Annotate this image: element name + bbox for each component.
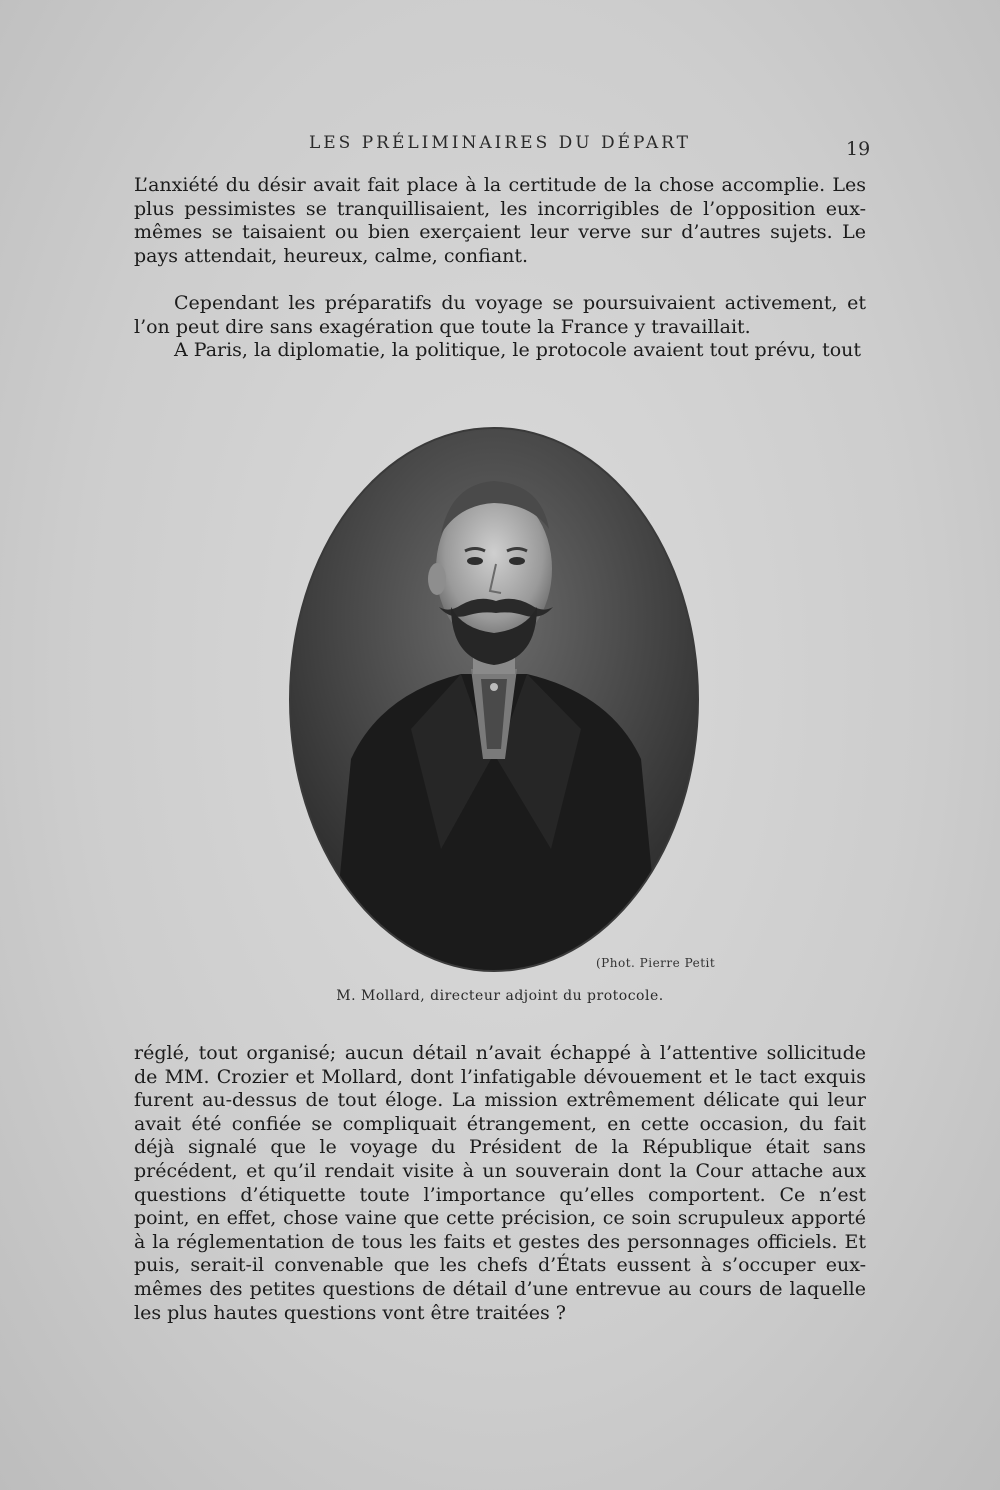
paragraph-3: A Paris, la diplomatie, la politique, le protocole avaient tout prévu, tout xyxy=(174,339,862,362)
paragraph-1: L’anxiété du désir avait fait place à la certitude de la chose accomplie. Les plus pessimistes se tranquillisaient, les incorrigibles de l’opposition eux-mêmes se taisaient ou bien exerçaient leur verve sur d’autres sujets. Le pays attendait, heureux, calme, confiant. xyxy=(134,174,866,267)
text-block-bottom xyxy=(134,1042,866,1325)
text-block-middle xyxy=(134,292,866,363)
photo-credit: (Phot. Pierre Petit xyxy=(596,956,716,970)
portrait-illustration xyxy=(291,429,697,970)
page-number: 19 xyxy=(846,138,871,160)
running-title: LES PRÉLIMINAIRES DU DÉPART xyxy=(308,133,692,153)
paragraph-4: réglé, tout organisé; aucun détail n’avait échappé à l’attentive sollicitude de MM. Crozier et Mollard, dont l’infatigable dévouement et le tact exquis furent au-dessus de tout éloge. La mission extrêmement délicate qui leur avait été confiée se compliquait étrangement, en cette occasion, du fait déjà signalé que le voyage du Président de la République était sans précédent, et qu’il rendait visite à un souverain dont la Cour attache aux questions d’étiquette toute l’importance qu’elles comportent. Ce n’est point, en effet, chose vaine que cette précision, ce soin scrupuleux apporté à la réglementation de tous les faits et gestes des personnages officiels. Et puis, serait-il convenable que les chefs d’États eussent à s’occuper eux-mêmes des petites questions de détail d’une entrevue au cours de laquelle les plus hautes questions vont être traitées ? xyxy=(134,1042,866,1324)
figure-caption: M. Mollard, directeur adjoint du protocole. xyxy=(336,988,664,1004)
paragraph-2: Cependant les préparatifs du voyage se poursuivaient activement, et l’on peut dire sans exagération que toute la France y travaillait. xyxy=(134,292,866,338)
portrait-photo xyxy=(289,427,699,972)
text-block-top xyxy=(134,174,866,268)
